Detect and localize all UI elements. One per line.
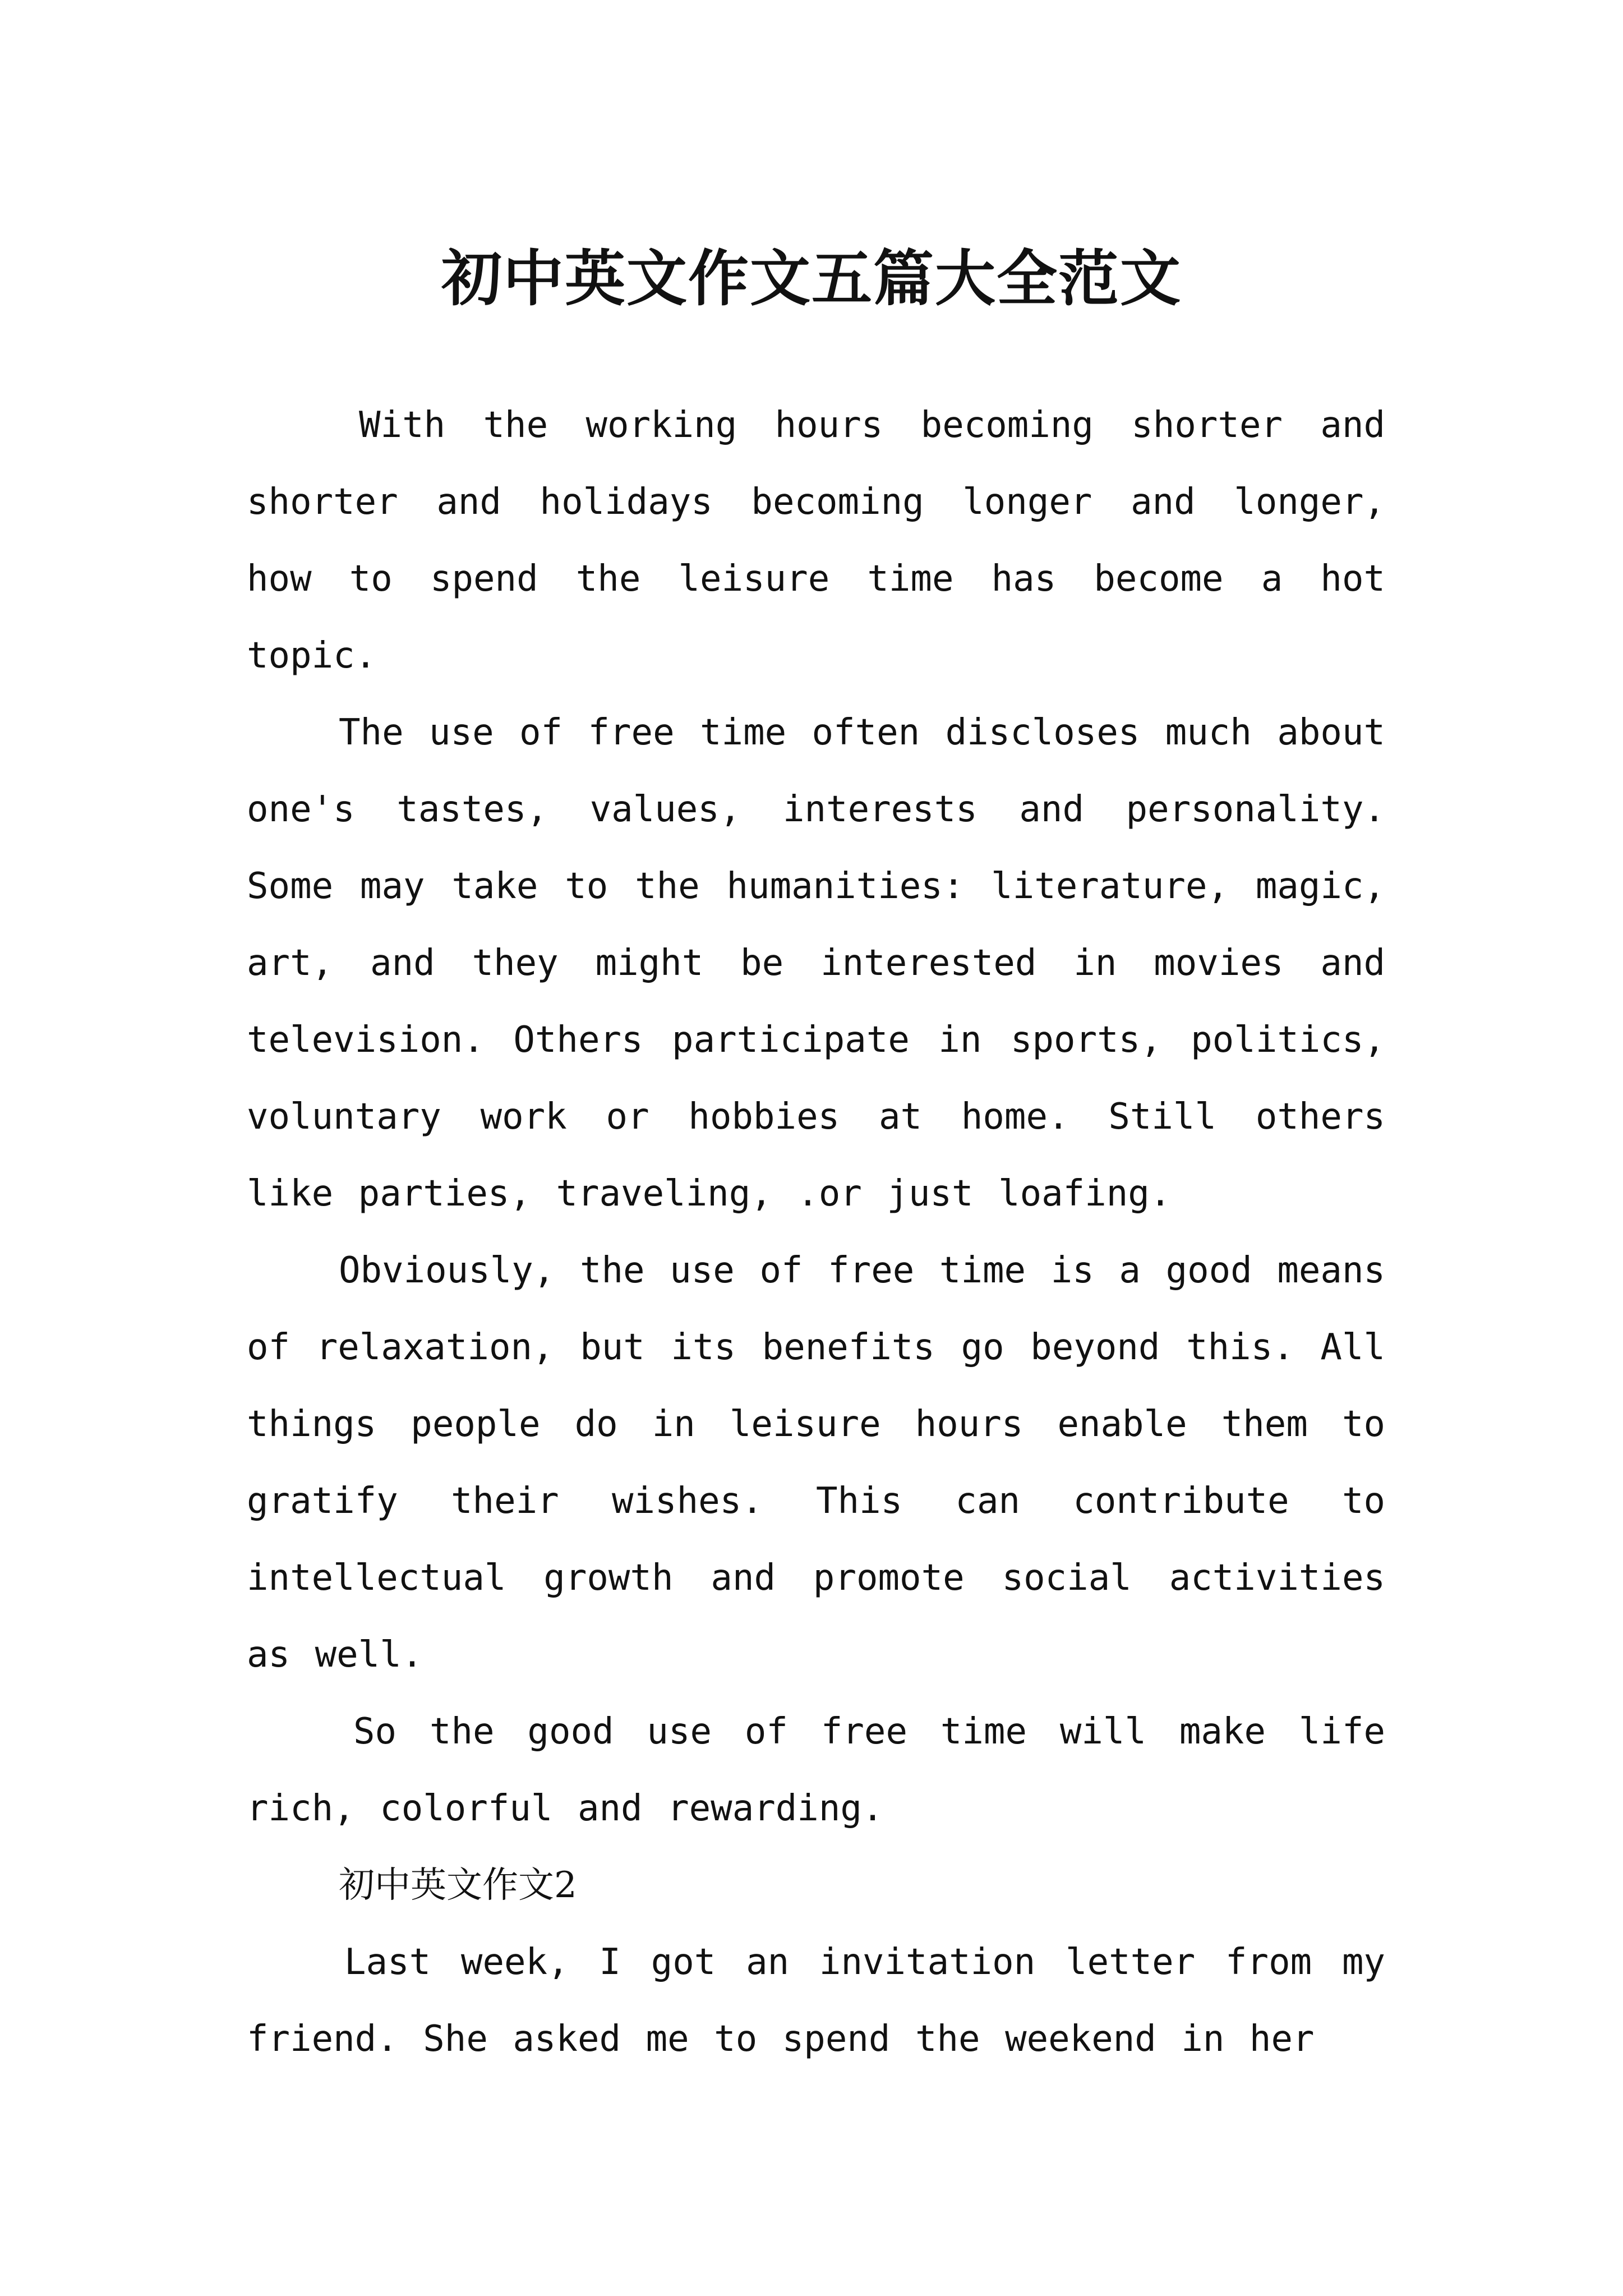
document-body: [247, 387, 1385, 2078]
paragraph-invitation: Last week, I got an invitation letter from my friend. She asked me to spend the weekend in her: [247, 1941, 1385, 2060]
paragraph-benefits: Obviously, the use of free time is a good means of relaxation, but its benefits go beyond this. All things people do in leisure hours enable them to gratify their wishes. This can contribute to intellectual growth and promote social activities as well.: [247, 1250, 1385, 1676]
paragraph-conclusion: So the good use of free time will make life rich, colorful and rewarding.: [247, 1711, 1385, 1829]
document-title: 初中英文作文五篇大全范文: [441, 243, 1182, 315]
paragraph-leisure-intro: With the working hours becoming shorter and shorter and holidays becoming longer and longer, how to spend the leisure time has become a hot topic.: [247, 404, 1385, 677]
section-heading-essay-2: 初中英文作文2: [339, 1865, 577, 1906]
paragraph-free-time-uses: The use of free time often discloses much about one's tastes, values, interests and personality. Some may take to the humanities: literature, magic, art, and they might be interested in movies and television. Others participate in sports, politics, voluntary work or hobbies at home. Still others like parties, traveling, .or just loafing.: [247, 712, 1385, 1214]
